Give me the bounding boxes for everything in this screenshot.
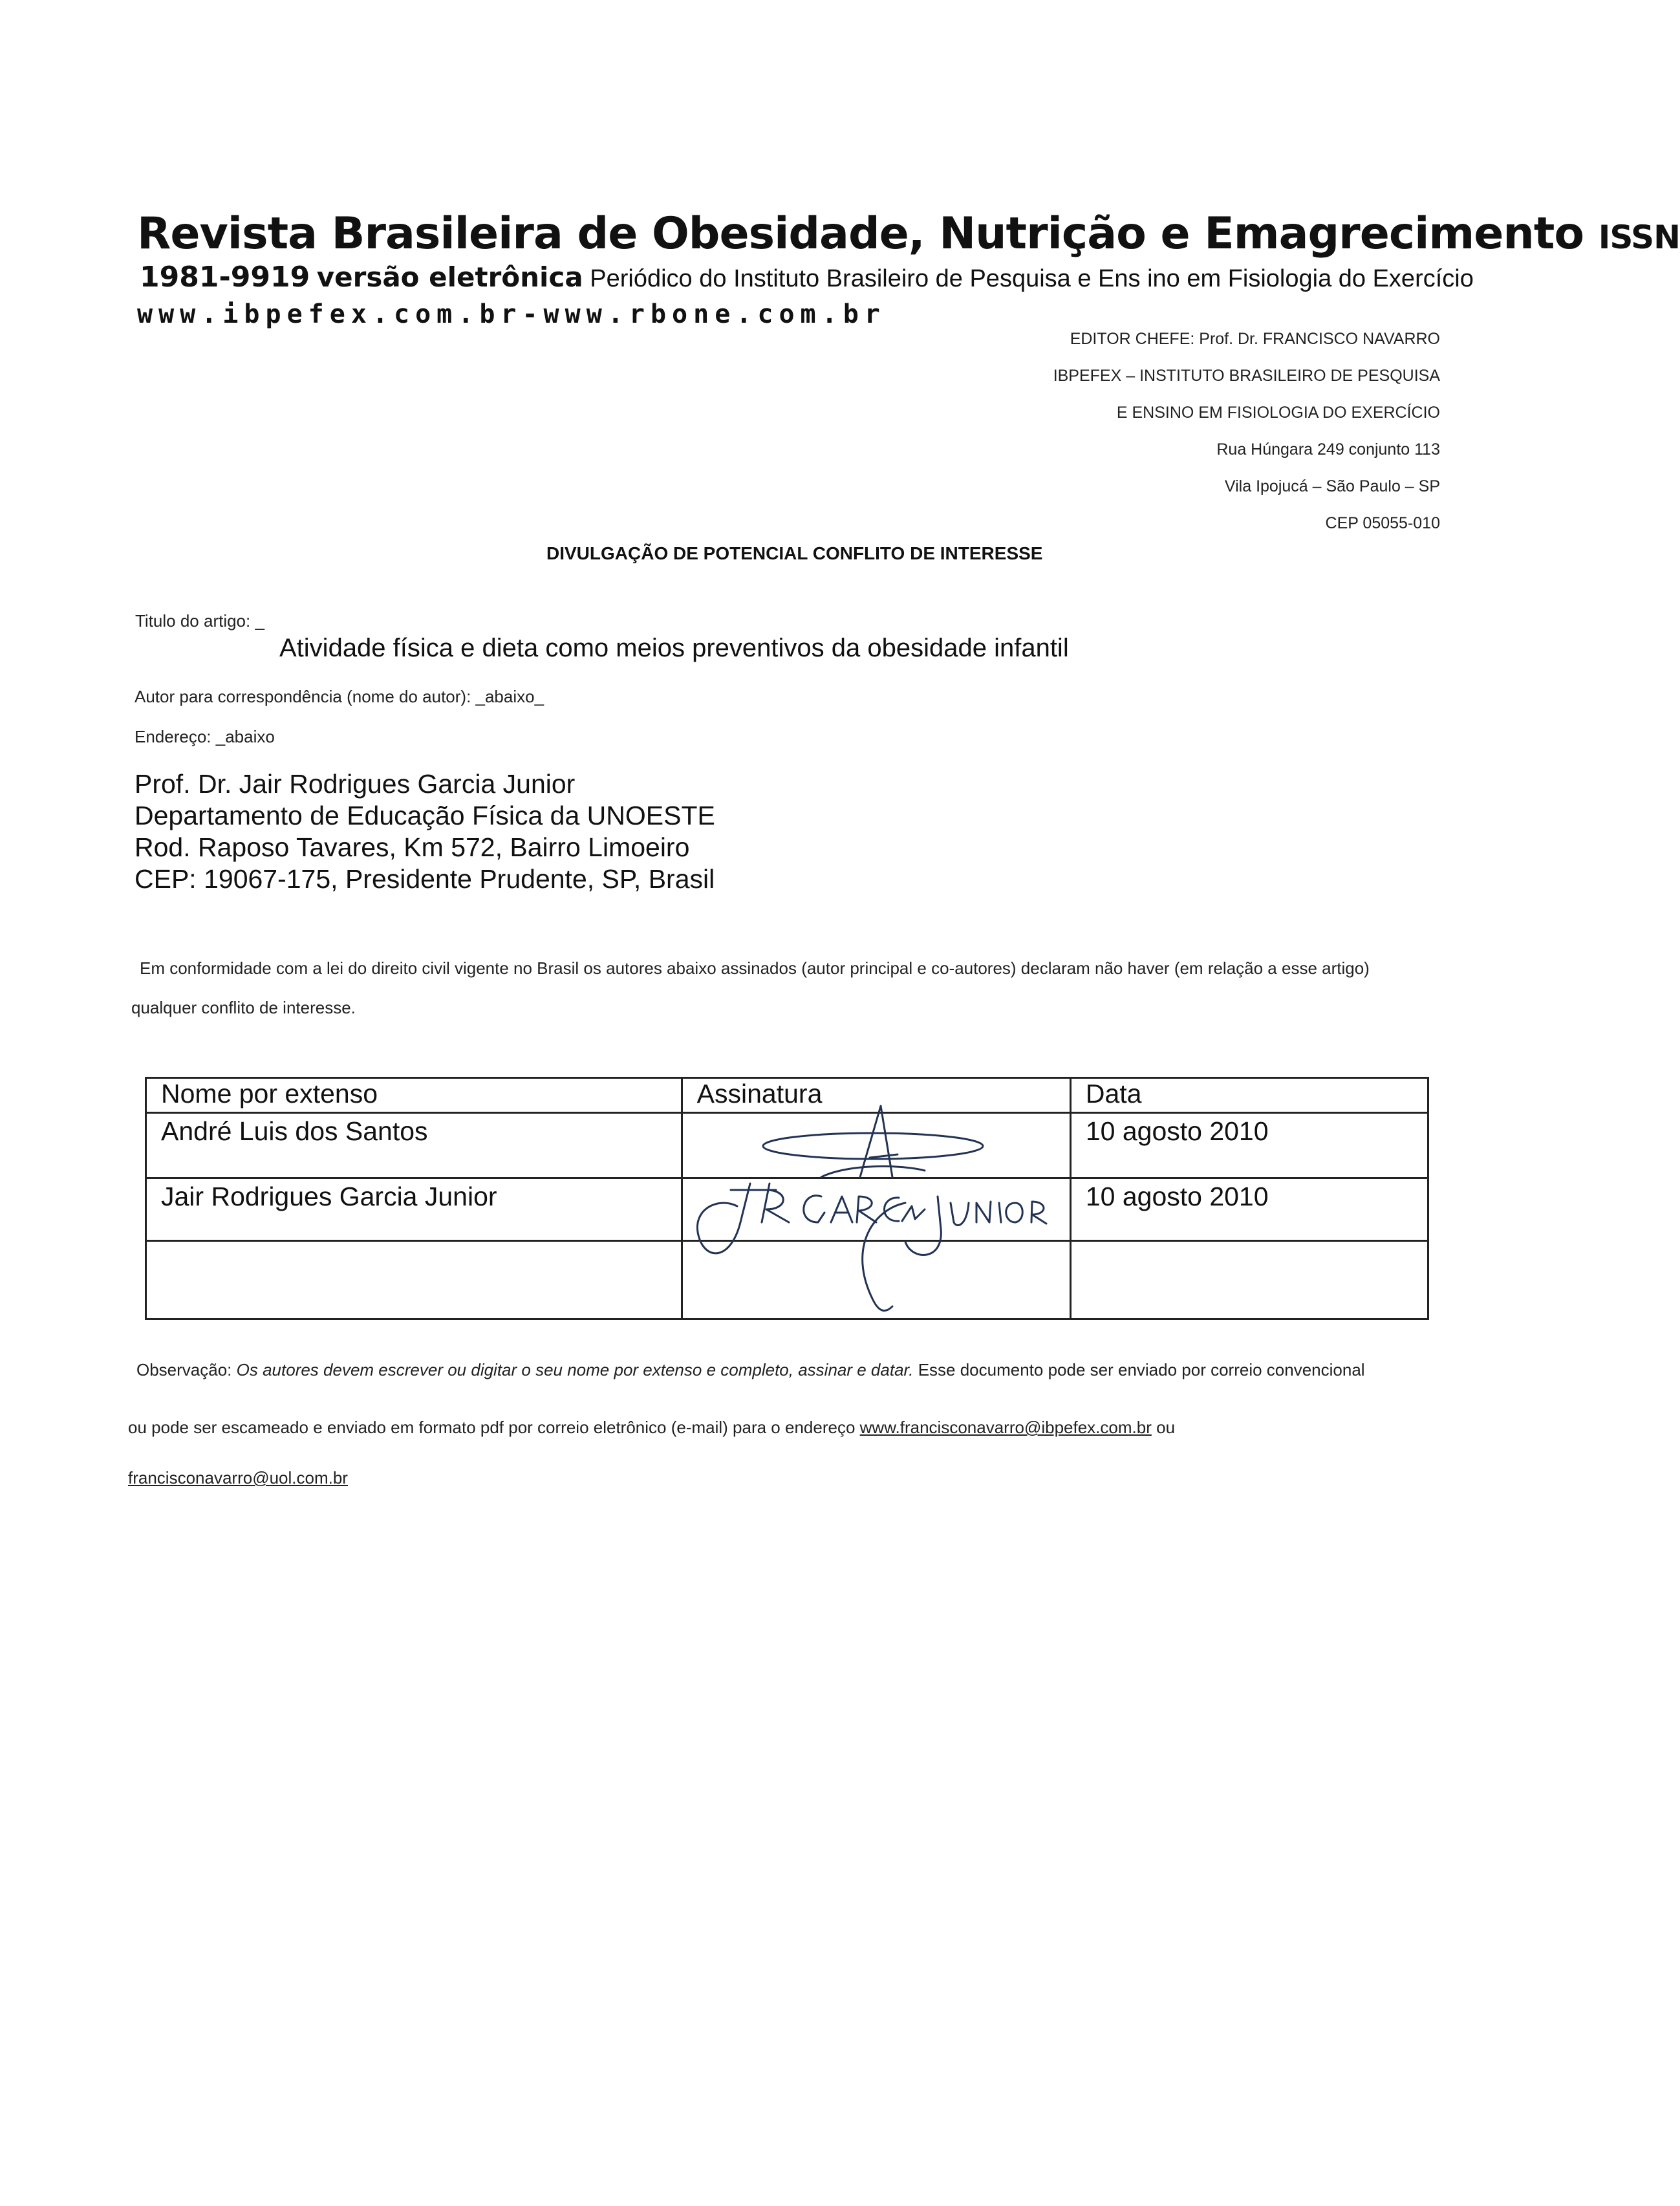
signature-stroke [857,1196,876,1222]
signature-stroke [905,1196,941,1255]
address-line: Prof. Dr. Jair Rodrigues Garcia Junior [135,769,576,799]
signature-stroke [697,1184,750,1253]
address-line: Rod. Raposo Tavares, Km 572, Bairro Limoeiro [135,832,690,862]
table-cell-date: 10 agosto 2010 [1070,1113,1428,1178]
signature-stroke [870,1154,898,1158]
author-label: Autor para correspondência (nome do autor): _abaixo_ [135,687,544,706]
observation-text: ou [1156,1418,1176,1437]
handwritten-signatures [692,1093,1054,1326]
periodical-description: Periódico do Instituto Brasileiro de Pesquisa e Ens ino em Fisiologia do Exercício [590,265,1474,292]
email-link-ibpefex[interactable]: www.francisconavarro@ibpefex.com.br [859,1418,1152,1437]
table-cell-date [1070,1241,1428,1319]
issn-label: ISSN [1598,219,1680,256]
signature-stroke [821,1166,925,1177]
column-header-name: Nome por extenso [146,1078,682,1113]
observation-line-3 [128,1468,348,1488]
table-cell-name: Jair Rodrigues Garcia Junior [146,1178,682,1241]
observation-label: Observação: [136,1360,232,1379]
issn-number: 1981-9919 [140,261,310,294]
signature-stroke [951,1203,969,1226]
editor-line-6: CEP 05055-010 [1325,514,1440,532]
observation-italic-text: Os autores devem escrever ou digitar o seu nome por extenso e completo, assinar e datar. [236,1360,914,1379]
table-cell-date: 10 agosto 2010 [1070,1178,1428,1241]
signature-stroke [1031,1202,1046,1224]
signature-stroke [999,1203,1001,1222]
observation-line-2 [128,1418,1175,1438]
address-label: Endereço: _abaixo [135,727,275,746]
signature-stroke [885,1198,899,1221]
signature-stroke [863,1203,905,1311]
section-heading: DIVULGAÇÃO DE POTENCIAL CONFLITO DE INTERESSE [546,543,1043,563]
editor-line-2: IBPEFEX – INSTITUTO BRASILEIRO DE PESQUISA [1053,367,1440,385]
declaration-line-1: Em conformidade com a lei do direito civil vigente no Brasil os autores abaixo assinados (autor principal e co-autores) declaram não haver (em relação a esse artigo) [140,958,1370,978]
signature-stroke [763,1133,983,1159]
observation-text: ou pode ser escameado e enviado em formato pdf por correio eletrônico (e-mail) para o endereço [128,1418,856,1437]
signature-stroke [976,1202,991,1222]
journal-title [137,208,1680,259]
observation-line-1 [136,1360,1365,1380]
email-link-uol[interactable]: francisconavarro@uol.com.br [128,1468,348,1487]
title-label: Titulo do artigo: _ [135,611,264,631]
declaration-line-2: qualquer conflito de interesse. [131,998,356,1017]
column-header-date: Data [1070,1078,1428,1113]
address-block [135,768,715,895]
journal-title-text: Revista Brasileira de Obesidade, Nutrição e Emagrecimento [137,208,1584,259]
table-cell-name: André Luis dos Santos [146,1113,682,1178]
address-line: Departamento de Educação Física da UNOESTE [135,801,715,830]
journal-websites: www.ibpefex.com.br-www.rbone.com.br [137,299,886,329]
article-title-value: Atividade física e dieta como meios preventivos da obesidade infantil [279,634,1069,662]
signature-stroke [1006,1203,1023,1222]
table-cell-name [146,1241,682,1319]
journal-subtitle [140,261,1474,294]
observation-text: Esse documento pode ser enviado por correio convencional [918,1360,1365,1379]
signature-stroke [902,1206,925,1221]
address-line: CEP: 19067-175, Presidente Prudente, SP, Brasil [135,864,715,894]
column-header-signature: Assinatura [682,1078,1070,1113]
editor-line-1: EDITOR CHEFE: Prof. Dr. FRANCISCO NAVARRO [1070,330,1440,348]
signature-stroke [831,1196,852,1222]
editor-line-5: Vila Ipojucá – São Paulo – SP [1224,477,1440,495]
signature-stroke [804,1196,824,1222]
version-label: versão eletrônica [316,261,583,293]
editor-line-3: E ENSINO EM FISIOLOGIA DO EXERCÍCIO [1116,404,1440,422]
editor-line-4: Rua Húngara 249 conjunto 113 [1216,440,1440,459]
